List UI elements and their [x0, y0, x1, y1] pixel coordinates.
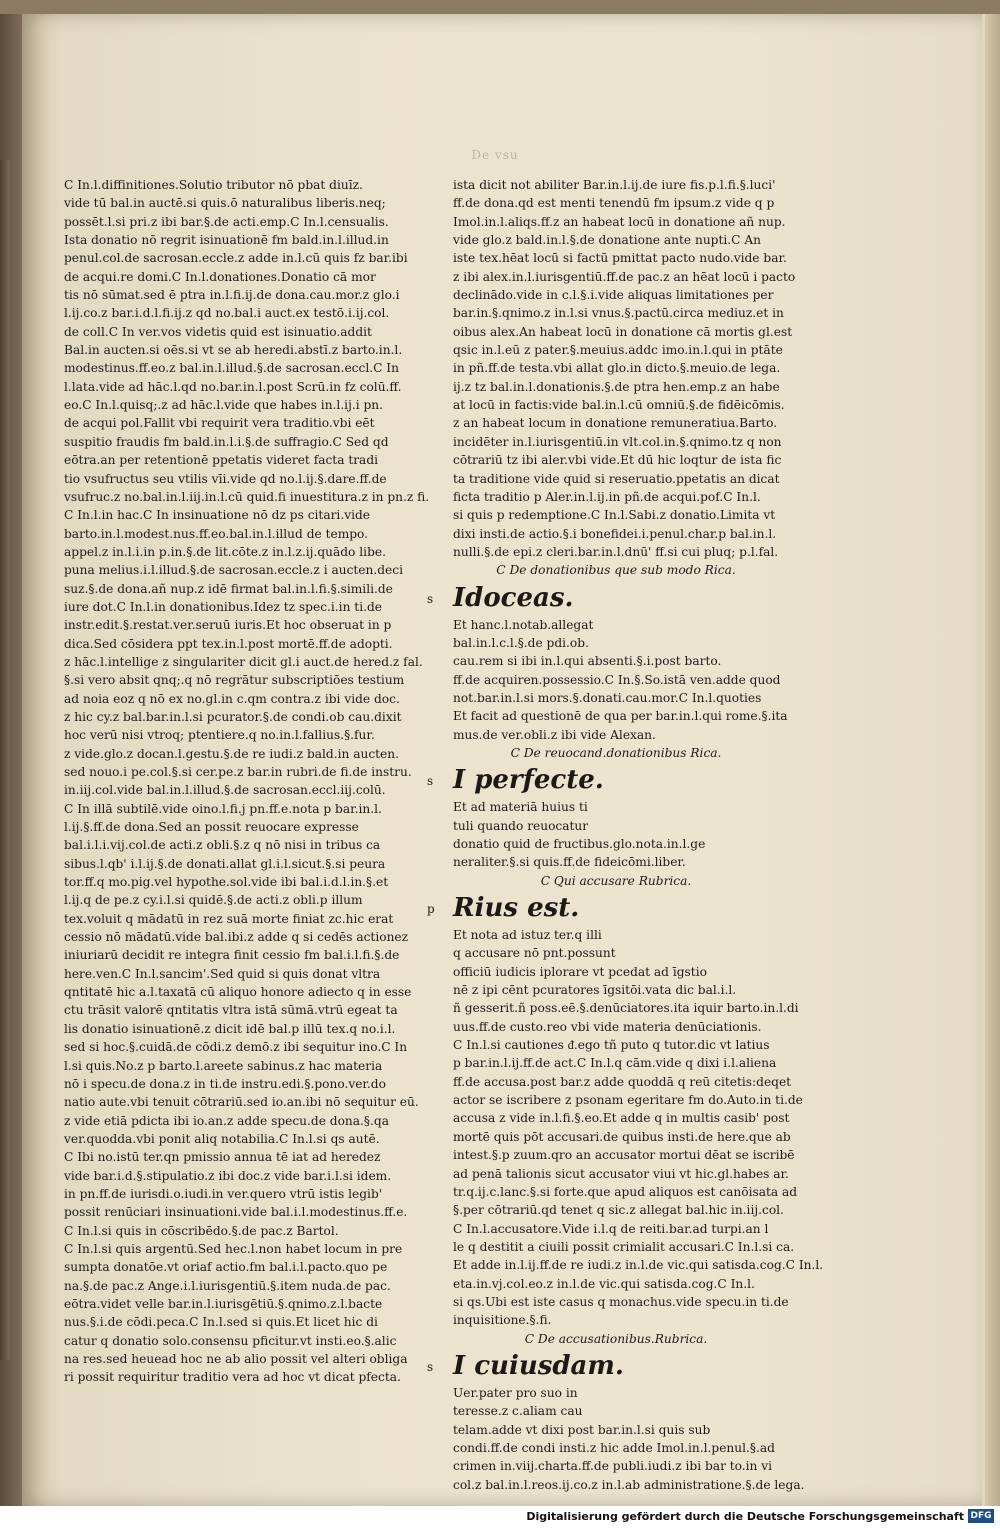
- text-line: eōtra.an per retentionē ppetatis videret facta tradi: [64, 453, 379, 468]
- rubric-heading: C De donationibus que sub modo Rica.: [496, 563, 736, 578]
- lemma-initial-word: I perfecte.: [453, 765, 604, 796]
- text-line: bar.in.§.qnimo.z in.l.si vnus.§.pactū.circa mediuz.et in: [453, 306, 784, 321]
- text-line: at locū in factis:vide bal.in.l.cū omniū.§.de fidēicōmis.: [453, 398, 785, 413]
- text-line: eōtra.videt velle bar.in.l.iurisgētiū.§.qnimo.z.l.bacte: [64, 1296, 383, 1311]
- lemma-initial-word: Rius est.: [453, 893, 580, 924]
- text-line: C In.l.si cautiones ᵭ.ego tñ puto q tutor.dic vt latius: [453, 1038, 770, 1053]
- text-line: ff.de accusa.post bar.z adde quoddā q reū citetis:deqet: [453, 1074, 792, 1089]
- digitization-credit: Digitalisierung gefördert durch die Deutsche Forschungsgemeinschaft: [526, 1510, 964, 1523]
- text-line: ctu trāsit valorē qntitatis vltra istā sūmā.vtrū egeat ta: [64, 1003, 398, 1018]
- text-line: ij.z tz bal.in.l.donationis.§.de ptra hen.emp.z an habe: [453, 379, 780, 394]
- text-line: tor.ff.q mo.pig.vel hypothe.sol.vide ibi bal.i.d.l.in.§.et: [64, 875, 389, 890]
- text-line: officiū iudicis iplorare vt pcedat ad īgstio: [453, 964, 707, 979]
- text-line: z hic cy.z bal.bar.in.l.si pcurator.§.de condi.ob cau.dixit: [64, 709, 402, 724]
- entry-body: [453, 1421, 805, 1494]
- text-line: ff.de acquiren.possessio.C In.§.So.istā ven.adde quod: [453, 672, 781, 687]
- rubric-heading: C De reuocand.donationibus Rica.: [510, 745, 722, 760]
- text-line: nē z ipi cēnt pcuratores īgsitōi.vata dic bal.i.l.: [453, 983, 737, 998]
- right-column: [427, 176, 824, 1494]
- margin-letter: s: [427, 591, 434, 606]
- entry-body: [453, 963, 824, 1330]
- text-line: possēt.l.si pri.z ibi bar.§.de acti.emp.C In.l.censualis.: [64, 214, 389, 229]
- entry-head-lines: [453, 798, 661, 835]
- entry-head-lines: [453, 616, 661, 653]
- text-line: tis nō sūmat.sed ē ptra in.l.fi.ij.de dona.cau.mor.z glo.i: [64, 288, 400, 303]
- lemma-initial-word: Idoceas.: [453, 582, 574, 613]
- text-line: ff.de dona.qd est menti tenendū fm ipsum.z vide q p: [453, 196, 775, 211]
- text-line: penul.col.de sacrosan.eccle.z adde in.l.cū quis fz bar.ibi: [64, 251, 408, 266]
- text-line: l.ij.§.ff.de dona.Sed an possit reuocare expresse: [64, 820, 359, 835]
- lemma-initial-word: I cuiusdam.: [453, 1350, 624, 1381]
- entry-body: [453, 652, 788, 744]
- text-line: C In.l.diffinitiones.Solutio tributor nō pbat diuīz.: [64, 178, 363, 192]
- text-line: instr.edit.§.restat.ver.seruū iuris.Et hoc obseruat in p: [64, 618, 392, 633]
- text-line: barto.in.l.modest.nus.ff.eo.bal.in.l.illud de tempo.: [64, 526, 369, 541]
- left-column: [64, 176, 430, 1387]
- text-line: C In.l.si quis argentū.Sed hec.l.non habet locum in pre: [64, 1241, 403, 1256]
- text-line: uus.ff.de custo.reo vbi vide materia denūciationis.: [453, 1019, 762, 1034]
- text-line: in pn.ff.de iurisdi.o.iudi.in ver.quero vtrū istis legib': [64, 1186, 383, 1201]
- text-line: suz.§.de dona.añ nup.z idē firmat bal.in.l.fi.§.simili.de: [64, 581, 393, 596]
- text-line: in.iij.col.vide bal.in.l.illud.§.de sacrosan.eccl.iij.colū.: [64, 783, 386, 798]
- margin-letter: p: [427, 902, 435, 917]
- text-line: qntitatē hic a.l.taxatā cū aliquo honore adiecto q in esse: [64, 985, 412, 1000]
- entry-head-lines: [453, 1384, 661, 1421]
- text-line: Ista donatio nō regrit isinuationē fm bald.in.l.illud.in: [64, 233, 389, 248]
- text-line: nulli.§.de epi.z cleri.bar.in.l.dnū' ff.si cui pluq; p.l.fal.: [453, 544, 779, 559]
- text-line: ista dicit not abiliter Bar.in.l.ij.de iure fis.p.l.fi.§.luci': [453, 178, 776, 192]
- text-line: ta traditione vide quid si reseruatio.ppetatis an dicat: [453, 471, 780, 486]
- text-line: l.lata.vide ad hāc.l.qd no.bar.in.l.post Scrū.in fz colū.ff.: [64, 379, 402, 394]
- text-line: actor se iscribere z psonam egeritare fm do.Auto.in ti.de: [453, 1093, 803, 1108]
- text-line: iste tex.hēat locū si factū pmittat pacto nudo.vide bar.: [453, 251, 787, 266]
- text-line: suspitio fraudis fm bald.in.l.i.§.de suffragio.C Sed qd: [64, 434, 389, 449]
- text-line: de acqui pol.Fallit vbi requirit vera traditio.vbi eēt: [64, 416, 375, 431]
- text-line: telam.adde vt dixi post bar.in.l.si quis sub: [453, 1422, 711, 1437]
- text-line: bal.in.l.c.l.§.de pdi.ob.: [453, 635, 589, 650]
- text-line: Et facit ad questionē de qua per bar.in.l.qui rome.§.ita: [453, 709, 788, 724]
- text-line: iniuriarū decidit re integra finit cessio fm bal.i.l.fi.§.de: [64, 948, 400, 963]
- text-line: vsufruc.z no.bal.in.l.iij.in.l.cū quid.fi inuestitura.z in pn.z fi.: [64, 489, 430, 504]
- text-line: tex.voluit q mādatū in rez suā morte finiat zc.hic erat: [64, 911, 394, 926]
- page-fore-edge: [985, 14, 1000, 1506]
- text-line: natio aute.vbi tenuit cōtrariū.sed io.an.ibi nō sequitur eū.: [64, 1095, 419, 1110]
- text-line: intest.§.p zuum.qro an accusator mortui dēat se iscribē: [453, 1148, 795, 1163]
- text-line: Bal.in aucten.si oēs.si vt se ab heredi.abstī.z barto.in.l.: [64, 343, 403, 358]
- text-line: C In.l.accusatore.Vide i.l.q de reiti.bar.ad turpi.an l: [453, 1221, 769, 1236]
- text-line: dica.Sed cōsidera ppt tex.in.l.post mortē.ff.de adopti.: [64, 636, 393, 651]
- text-line: l.ij.co.z bar.i.d.l.fi.ij.z qd no.bal.i auct.ex testō.i.ij.col.: [64, 306, 390, 321]
- text-line: sed si hoc.§.cuidā.de cōdi.z demō.z ibi sequitur ino.C In: [64, 1040, 408, 1055]
- commentary-entry: [427, 890, 824, 1330]
- text-line: C In illā subtilē.vide oino.l.fi.j pn.ff.e.nota p bar.in.l.: [64, 801, 382, 816]
- commentary-entry: [427, 762, 779, 871]
- text-line: ad noia eoz q nō ex no.gl.in c.qm contra.z ibi vide doc.: [64, 691, 400, 706]
- text-line: vide tū bal.in auctē.si quis.ō naturalibus liberis.neq;: [64, 196, 386, 211]
- text-line: z hāc.l.intellige z singulariter dicit gl.i auct.de hered.z fal.: [64, 654, 423, 669]
- text-line: tio vsufructus seu vtilis vīi.vide qd no.l.ij.§.dare.ff.de: [64, 471, 387, 486]
- text-line: declinādo.vide in c.l.§.i.vide aliquas limitationes per: [453, 288, 774, 303]
- text-line: inquisitione.§.fi.: [453, 1313, 552, 1328]
- text-line: C In.l.si quis in cōscribēdo.§.de pac.z Bartol.: [64, 1223, 339, 1238]
- text-line: de coll.C In ver.vos videtis quid est isinuatio.addit: [64, 324, 372, 339]
- text-line: §.per cōtrariū.qd tenet q sic.z allegat bal.hic in.iij.col.: [453, 1203, 784, 1218]
- text-line: teresse.z c.aliam cau: [453, 1404, 583, 1419]
- text-line: incidēter in.l.iurisgentiū.in vlt.col.in.§.qnimo.tz q non: [453, 434, 782, 449]
- text-line: condi.ff.de condi insti.z hic adde Imol.in.l.penul.§.ad: [453, 1440, 775, 1455]
- text-line: cōtrariū tz ibi aler.vbi vide.Et dū hic loqtur de ista fic: [453, 453, 782, 468]
- text-line: modestinus.ff.eo.z bal.in.l.illud.§.de sacrosan.eccl.C In: [64, 361, 399, 376]
- text-line: puna melius.i.l.illud.§.de sacrosan.eccle.z i aucten.deci: [64, 563, 403, 578]
- text-line: Et adde in.l.ij.ff.de re iudi.z in.l.de vic.qui satisda.cog.C In.l.: [453, 1258, 824, 1273]
- text-line: iure dot.C In.l.in donationibus.Idez tz spec.i.in ti.de: [64, 599, 382, 614]
- text-line: col.z bal.in.l.reos.ij.co.z in.l.ab administratione.§.de lega.: [453, 1477, 805, 1492]
- text-line: vide glo.z bald.in.l.§.de donatione ante nupti.C An: [453, 233, 761, 248]
- text-line: z an habeat locum in donatione remuneratiua.Barto.: [453, 416, 778, 431]
- text-line: not.bar.in.l.si mors.§.donati.cau.mor.C In.l.quoties: [453, 690, 762, 705]
- text-line: sed nouo.i pe.col.§.si cer.pe.z bar.in rubri.de fi.de instru.: [64, 765, 412, 779]
- text-line: le q destitit a ciuili possit crimialit accusari.C In.l.si ca.: [453, 1239, 795, 1254]
- text-line: here.ven.C In.l.sancim'.Sed quid si quis donat vltra: [64, 966, 381, 981]
- text-line: sumpta donatōe.vt oriaf actio.fm bal.i.l.pacto.quo pe: [64, 1260, 388, 1275]
- text-line: Et nota ad istuz ter.q illi: [453, 928, 602, 943]
- text-line: catur q donatio solo.consensu pficitur.vt insti.eo.§.alic: [64, 1333, 397, 1348]
- text-line: qsic in.l.eū z pater.§.meuius.addc imo.in.l.qui in ptāte: [453, 343, 783, 358]
- text-line: accusa z vide in.l.fi.§.eo.Et adde q in multis casib' post: [453, 1111, 790, 1126]
- text-line: C Ibi no.istū ter.qn pmissio annua tē iat ad heredez: [64, 1150, 381, 1165]
- text-line: Uer.pater pro suo in: [453, 1385, 578, 1400]
- text-line: dixi insti.de actio.§.i bonefidei.i.penul.char.p bal.in.l.: [453, 526, 777, 541]
- text-line: cessio nō mādatū.vide bal.ibi.z adde q si cedēs actionez: [64, 930, 409, 945]
- text-line: sibus.l.qb' i.l.ij.§.de donati.allat gl.i.l.sicut.§.si peura: [64, 856, 386, 871]
- text-line: appel.z in.l.i.in p.in.§.de lit.cōte.z in.l.z.ij.quādo libe.: [64, 544, 386, 559]
- book-spine-edge: [0, 160, 10, 1360]
- text-line: bal.i.l.i.vij.col.de acti.z obli.§.z q nō nisi in tribus ca: [64, 838, 381, 853]
- text-line: lis donatio isinuationē.z dicit idē bal.p illū tex.q no.i.l.: [64, 1021, 396, 1036]
- commentary-entry: [427, 1348, 805, 1494]
- text-line: Imol.in.l.aliqs.ff.z an habeat locū in donatione añ nup.: [453, 214, 786, 229]
- right-column-top-text: [453, 176, 796, 561]
- commentary-entry: [427, 580, 788, 744]
- rubric-heading: C Qui accusare Rubrica.: [540, 873, 692, 888]
- text-line: na res.sed heuead hoc ne ab alio possit vel alteri obliga: [64, 1352, 408, 1366]
- entry-head-lines: [453, 926, 661, 963]
- text-line: hoc verū nisi vtroq; ptentiere.q no.in.l.fallius.§.fur.: [64, 728, 375, 743]
- text-line: eo.C In.l.quisq;.z ad hāc.l.vide que habes in.l.ij.i pn.: [64, 398, 384, 413]
- text-line: na.§.de pac.z Ange.i.l.iurisgentiū.§.item nuda.de pac.: [64, 1278, 391, 1293]
- text-line: crimen in.viij.charta.ff.de publi.iudi.z ibi bar to.in vi: [453, 1459, 773, 1474]
- text-line: nus.§.i.de cōdi.peca.C In.l.sed si quis.Et licet hic di: [64, 1315, 378, 1330]
- text-line: ri possit requiritur traditio vera ad hoc vt dicat pfecta.: [64, 1370, 401, 1385]
- text-line: l.ij.q de pe.z cy.i.l.si quidē.§.de acti.z obli.p illum: [64, 893, 363, 908]
- text-line: l.si quis.No.z p barto.l.areete sabinus.z hac materia: [64, 1058, 383, 1073]
- text-line: eta.in.vj.col.eo.z in.l.de vic.qui satisda.cog.C In.l.: [453, 1276, 755, 1291]
- text-line: p bar.in.l.ij.ff.de act.C In.l.q cām.vide q dixi i.l.aliena: [453, 1056, 777, 1071]
- text-line: C In.l.in hac.C In insinuatione nō dz ps citari.vide: [64, 508, 370, 523]
- text-line: de acqui.re domi.C In.l.donationes.Donatio cā mor: [64, 269, 376, 284]
- text-line: Et ad materiā huius ti: [453, 800, 588, 815]
- text-line: si qs.Ubi est iste casus q monachus.vide specu.in ti.de: [453, 1294, 789, 1309]
- text-line: q accusare nō pnt.possunt: [453, 946, 616, 961]
- text-line: ver.quodda.vbi ponit aliq notabilia.C In.l.si qs autē.: [64, 1131, 380, 1146]
- text-line: vide bar.i.d.§.stipulatio.z ibi doc.z vide bar.i.l.si idem.: [64, 1168, 392, 1183]
- text-line: z vide.glo.z docan.l.gestu.§.de re iudi.z bald.in aucten.: [64, 746, 399, 761]
- margin-letter: s: [427, 1359, 434, 1374]
- text-line: oibus alex.An habeat locū in donatione cā mortis gl.est: [453, 324, 793, 339]
- text-line: Et hanc.l.notab.allegat: [453, 617, 594, 632]
- margin-letter: s: [427, 774, 434, 789]
- text-line: z ibi alex.in.l.iurisgentiū.ff.de pac.z an hēat locū i pacto: [453, 269, 796, 284]
- text-line: ad penā talionis sicut accusator viui vt hic.gl.habes ar.: [453, 1166, 789, 1181]
- text-line: si quis p redemptione.C In.l.Sabi.z donatio.Limita vt: [453, 508, 776, 523]
- top-edge: [0, 0, 1000, 14]
- text-line: §.si vero absit qnq;.q nō regrātur subscriptiōes testium: [64, 673, 405, 688]
- text-line: z vide etiā pdicta ibi io.an.z adde specu.de dona.§.qa: [64, 1113, 389, 1128]
- text-line: in pñ.ff.de testa.vbi allat glo.in dicto.§.meuio.de lega.: [453, 361, 781, 376]
- text-line: tr.q.ij.c.lanc.§.si forte.que apud aliquos est canōisata ad: [453, 1184, 798, 1199]
- text-line: donatio quid de fructibus.glo.nota.in.l.ge: [453, 837, 706, 851]
- text-line: mortē quis pōt accusari.de quibus insti.de here.que ab: [453, 1129, 791, 1144]
- text-line: neraliter.§.si quis.ff.de fideicōmi.liber.: [453, 855, 686, 870]
- text-line: mus.de ver.obli.z ibi vide Alexan.: [453, 727, 656, 742]
- rubric-heading: C De accusationibus.Rubrica.: [524, 1331, 708, 1346]
- entry-body: [453, 835, 779, 872]
- text-line: possit renūciari insinuationi.vide bal.i.l.modestinus.ff.e.: [64, 1205, 408, 1220]
- dfg-logo: DFG: [968, 1509, 994, 1523]
- text-line: ñ gesserit.ñ poss.eē.§.denūciatores.ita iquir barto.in.l.di: [453, 1001, 799, 1016]
- text-line: tuli quando reuocatur: [453, 818, 589, 833]
- text-line: ficta traditio p Aler.in.l.ij.in pñ.de acqui.pof.C In.l.: [453, 489, 761, 504]
- text-line: nō i specu.de dona.z in ti.de instru.edi.§.pono.ver.do: [64, 1076, 386, 1091]
- text-line: cau.rem si ibi in.l.qui absenti.§.i.post barto.: [453, 654, 722, 669]
- running-head: De vsu: [471, 148, 519, 162]
